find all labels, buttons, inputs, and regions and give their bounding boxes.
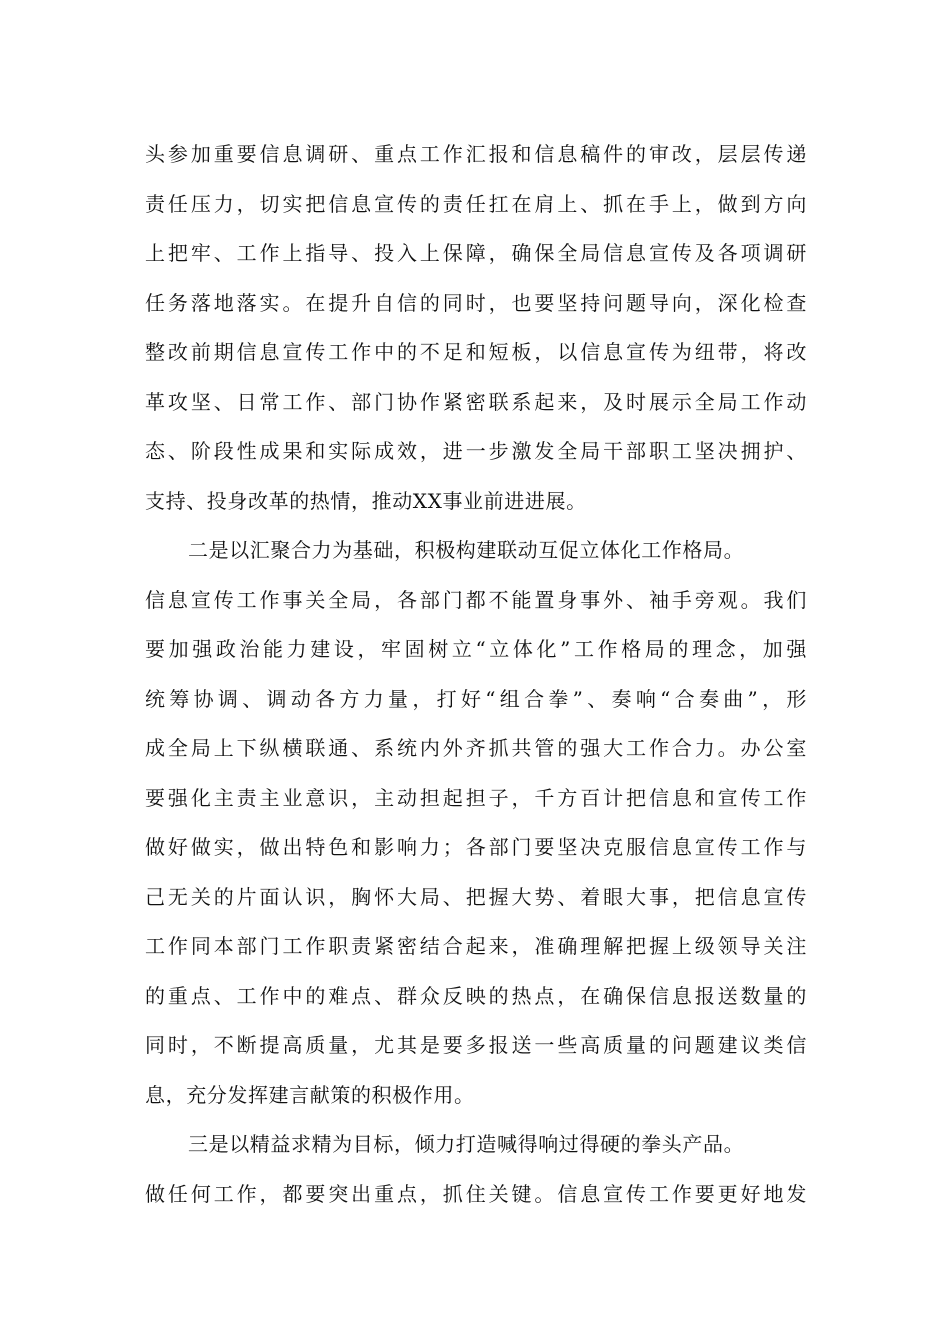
body-text <box>145 130 807 1219</box>
text-line: 工作同本部门工作职责紧密结合起来，准确理解把握上级领导关注 <box>145 934 807 958</box>
text-line: 头参加重要信息调研、重点工作汇报和信息稿件的审改，层层传递 <box>145 142 807 166</box>
text-line: 要加强政治能力建设，牢固树立“立体化”工作格局的理念，加强 <box>145 637 807 661</box>
text-line: 息，充分发挥建言献策的积极作用。 <box>145 1082 475 1107</box>
text-line: 支持、投身改革的热情，推动XX事业前进进展。 <box>145 488 587 513</box>
paragraph-heading: 二是以汇聚合力为基础，积极构建联动互促立体化工作格局。 <box>188 538 745 562</box>
text-line: 做好做实，做出特色和影响力；各部门要坚决克服信息宣传工作与 <box>145 835 807 859</box>
text-line: 任务落地落实。在提升自信的同时，也要坚持问题导向，深化检查 <box>145 290 807 315</box>
text-line: 同时，不断提高质量，尤其是要多报送一些高质量的问题建议类信 <box>145 1033 807 1057</box>
text-line: 信息宣传工作事关全局，各部门都不能置身事外、袖手旁观。我们 <box>145 587 807 612</box>
text-line: 要强化主责主业意识，主动担起担子，千方百计把信息和宣传工作 <box>145 785 807 810</box>
text-line: 革攻坚、日常工作、部门协作紧密联系起来，及时展示全局工作动 <box>145 389 807 414</box>
text-line: 己无关的片面认识，胸怀大局、把握大势、着眼大事，把信息宣传 <box>145 884 807 909</box>
text-line: 做任何工作，都要突出重点，抓住关键。信息宣传工作要更好地发 <box>145 1181 807 1206</box>
text-line: 统筹协调、调动各方力量，打好“组合拳”、奏响“合奏曲”，形 <box>145 686 807 711</box>
text-line: 的重点、工作中的难点、群众反映的热点，在确保信息报送数量的 <box>145 983 807 1008</box>
text-line: 上把牢、工作上指导、投入上保障，确保全局信息宣传及各项调研 <box>145 241 807 265</box>
text-line: 态、阶段性成果和实际成效，进一步激发全局干部职工坚决拥护、 <box>145 439 807 463</box>
paragraph-heading: 三是以精益求精为目标，倾力打造喊得响过得硬的拳头产品。 <box>188 1132 745 1156</box>
text-line: 责任压力，切实把信息宣传的责任扛在肩上、抓在手上，做到方向 <box>145 191 807 216</box>
text-line: 成全局上下纵横联通、系统内外齐抓共管的强大工作合力。办公室 <box>145 736 807 760</box>
text-line: 整改前期信息宣传工作中的不足和短板，以信息宣传为纽带，将改 <box>145 340 807 364</box>
